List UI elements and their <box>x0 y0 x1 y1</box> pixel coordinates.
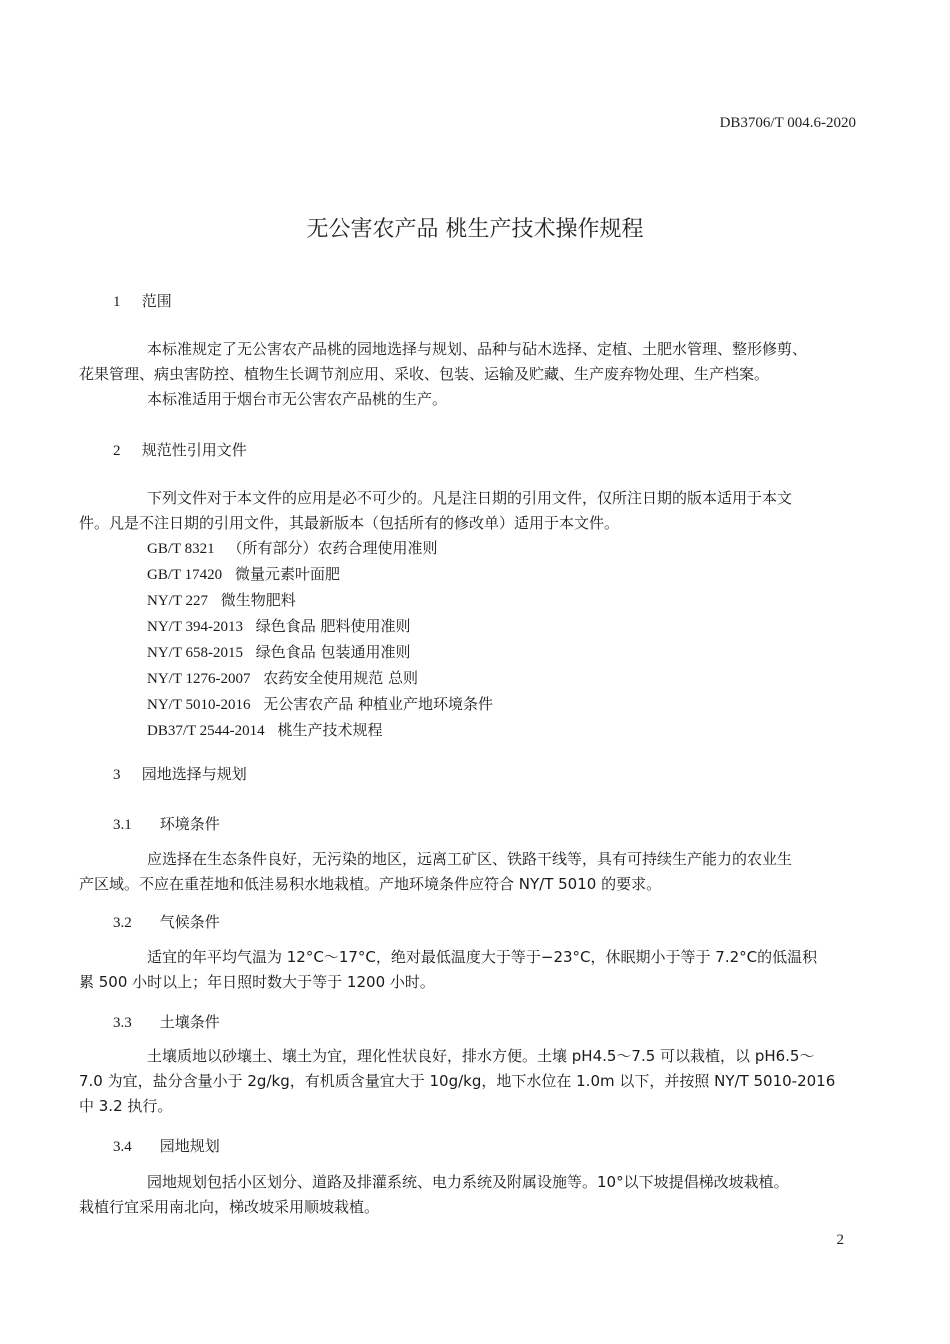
section-title: 范围 <box>141 292 172 310</box>
reference-title: 农药安全使用规范 总则 <box>263 669 419 687</box>
document-title: 无公害农产品 桃生产技术操作规程 <box>306 217 644 242</box>
text-line: 适宜的年平均气温为 12°C～17°C，绝对最低温度大于等于−23°C，休眠期小于等于 7.2°C的低温积 <box>147 948 818 966</box>
reference-title: （所有部分）农药合理使用准则 <box>227 539 438 557</box>
text-line: 累 500 小时以上；年日照时数大于等于 1200 小时。 <box>79 973 435 991</box>
reference-code: DB37/T 2544-2014 <box>147 723 265 739</box>
subsection-title: 气候条件 <box>159 913 220 931</box>
subsection-3-3-paragraph <box>79 1044 843 1119</box>
reference-title: 桃生产技术规程 <box>277 721 383 739</box>
section-1-paragraph-1 <box>79 337 843 387</box>
section-title: 规范性引用文件 <box>141 441 247 459</box>
reference-title: 绿色食品 包装通用准则 <box>255 643 411 661</box>
subsection-3-3-heading <box>113 1010 843 1036</box>
text-line: 花果管理、病虫害防控、植物生长调节剂应用、采收、包装、运输及贮藏、生产废弃物处理、生产档案。 <box>79 365 770 383</box>
subsection-3-1-heading <box>113 812 843 838</box>
reference-code: NY/T 394-2013 <box>147 619 243 635</box>
document-code: DB3706/T 004.6-2020 <box>719 115 856 131</box>
section-number: 3 <box>113 767 121 783</box>
reference-item <box>113 562 843 588</box>
subsection-number: 3.2 <box>113 915 132 931</box>
normative-references-list <box>113 536 843 744</box>
reference-title: 微生物肥料 <box>220 591 296 609</box>
text-line: 土壤质地以砂壤土、壤土为宜，理化性状良好，排水方便。土壤 pH4.5～7.5 可以栽植，以 pH6.5～ <box>147 1047 815 1065</box>
section-title: 园地选择与规划 <box>141 765 247 783</box>
reference-title: 微量元素叶面肥 <box>234 565 340 583</box>
text-line: 7.0 为宜，盐分含量小于 2g/kg，有机质含量宜大于 10g/kg，地下水位在 1.0m 以下，并按照 NY/T 5010-2016 <box>79 1072 836 1090</box>
section-1-paragraph-2: 本标准适用于烟台市无公害农产品桃的生产。 <box>147 390 448 408</box>
subsection-number: 3.3 <box>113 1015 132 1031</box>
text-line: 产区域。不应在重茬地和低洼易积水地栽植。产地环境条件应符合 NY/T 5010 的要求。 <box>79 875 662 893</box>
text-line: 件。凡是不注日期的引用文件，其最新版本（包括所有的修改单）适用于本文件。 <box>79 514 620 532</box>
subsection-title: 土壤条件 <box>159 1013 220 1031</box>
section-number: 2 <box>113 443 121 459</box>
text-line: 应选择在生态条件良好，无污染的地区，远离工矿区、铁路干线等，具有可持续生产能力的农业生 <box>147 850 793 868</box>
subsection-title: 园地规划 <box>159 1137 220 1155</box>
section-1-heading <box>113 289 843 315</box>
section-3-heading <box>113 762 843 788</box>
subsection-3-2-heading <box>113 910 843 936</box>
reference-code: GB/T 17420 <box>147 567 223 583</box>
reference-item <box>113 588 843 614</box>
reference-item <box>113 718 843 744</box>
reference-item <box>113 536 843 562</box>
page-number: 2 <box>836 1232 844 1248</box>
subsection-3-1-paragraph <box>79 847 843 897</box>
section-2-heading <box>113 438 843 464</box>
subsection-3-2-paragraph <box>79 945 843 995</box>
reference-code: NY/T 227 <box>147 593 208 609</box>
subsection-number: 3.4 <box>113 1139 132 1155</box>
reference-item <box>113 692 843 718</box>
reference-code: NY/T 658-2015 <box>147 645 243 661</box>
text-line: 本标准规定了无公害农产品桃的园地选择与规划、品种与砧木选择、定植、土肥水管理、整形修剪、 <box>147 340 808 358</box>
reference-item <box>113 666 843 692</box>
subsection-3-4-paragraph <box>79 1170 843 1220</box>
reference-code: NY/T 5010-2016 <box>147 697 251 713</box>
reference-code: NY/T 1276-2007 <box>147 671 251 687</box>
subsection-3-4-heading <box>113 1134 843 1160</box>
section-number: 1 <box>113 294 121 310</box>
section-2-paragraph-1 <box>79 486 843 536</box>
reference-item <box>113 640 843 666</box>
subsection-number: 3.1 <box>113 817 132 833</box>
subsection-title: 环境条件 <box>159 815 220 833</box>
text-line: 中 3.2 执行。 <box>79 1097 173 1115</box>
reference-item <box>113 614 843 640</box>
text-line: 栽植行宜采用南北向，梯改坡采用顺坡栽植。 <box>79 1198 380 1216</box>
reference-title: 绿色食品 肥料使用准则 <box>255 617 411 635</box>
reference-code: GB/T 8321 <box>147 541 215 557</box>
text-line: 园地规划包括小区划分、道路及排灌系统、电力系统及附属设施等。10°以下坡提倡梯改坡栽植。 <box>147 1173 789 1191</box>
reference-title: 无公害农产品 种植业产地环境条件 <box>263 695 494 713</box>
text-line: 下列文件对于本文件的应用是必不可少的。凡是注日期的引用文件，仅所注日期的版本适用于本文 <box>147 489 793 507</box>
